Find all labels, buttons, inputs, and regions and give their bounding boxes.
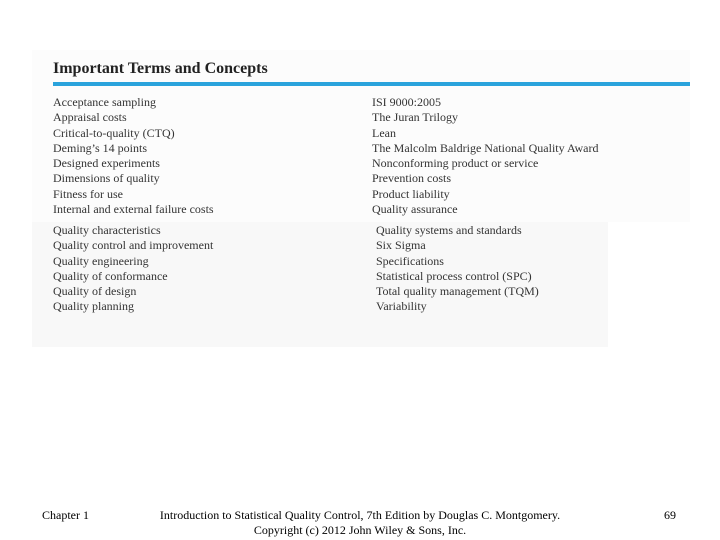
terms-list-bottom-left <box>53 223 213 315</box>
term-item: Statistical process control (SPC) <box>376 268 532 283</box>
term-item: Dimensions of quality <box>53 171 160 186</box>
terms-list-bottom-right <box>376 223 539 315</box>
term-item: Quality systems and standards <box>376 223 522 237</box>
term-item: Specifications <box>376 253 444 268</box>
term-item: Quality planning <box>53 299 134 314</box>
section-title: Important Terms and Concepts <box>53 60 268 77</box>
footer-chapter: Chapter 1 <box>42 508 89 522</box>
term-item: Quality control and improvement <box>53 238 214 253</box>
page-number: 69 <box>664 508 676 522</box>
footer-citation <box>140 508 580 538</box>
term-item: Internal and external failure costs <box>53 202 214 217</box>
term-item: Quality characteristics <box>53 223 161 237</box>
term-item: Total quality management (TQM) <box>376 284 539 299</box>
terms-list-top-left <box>53 95 214 217</box>
term-item: ISI 9000:2005 <box>372 95 441 109</box>
term-item: Six Sigma <box>376 238 426 253</box>
term-item: Acceptance sampling <box>53 95 156 109</box>
term-item: Deming’s 14 points <box>53 140 148 155</box>
title-underline <box>53 82 690 86</box>
term-item: Quality of conformance <box>53 268 168 283</box>
terms-list-top-right <box>372 95 599 217</box>
term-item: Nonconforming product or service <box>372 156 539 171</box>
term-item: Prevention costs <box>372 171 451 186</box>
term-item: Fitness for use <box>53 186 123 201</box>
term-item: Quality engineering <box>53 253 149 268</box>
footer-citation-line1: Introduction to Statistical Quality Control, 7th Edition by Douglas C. Montgomery. <box>159 508 561 522</box>
term-item: Variability <box>376 299 427 314</box>
footer-citation-line2: Copyright (c) 2012 John Wiley & Sons, Inc. <box>253 523 467 537</box>
term-item: Critical-to-quality (CTQ) <box>53 125 175 140</box>
term-item: The Malcolm Baldrige National Quality Award <box>372 140 599 155</box>
term-item: Designed experiments <box>53 156 160 171</box>
term-item: The Juran Trilogy <box>372 110 459 125</box>
term-item: Lean <box>372 125 396 140</box>
term-item: Product liability <box>372 186 450 201</box>
term-item: Appraisal costs <box>53 110 127 125</box>
term-item: Quality of design <box>53 284 137 299</box>
term-item: Quality assurance <box>372 202 458 217</box>
